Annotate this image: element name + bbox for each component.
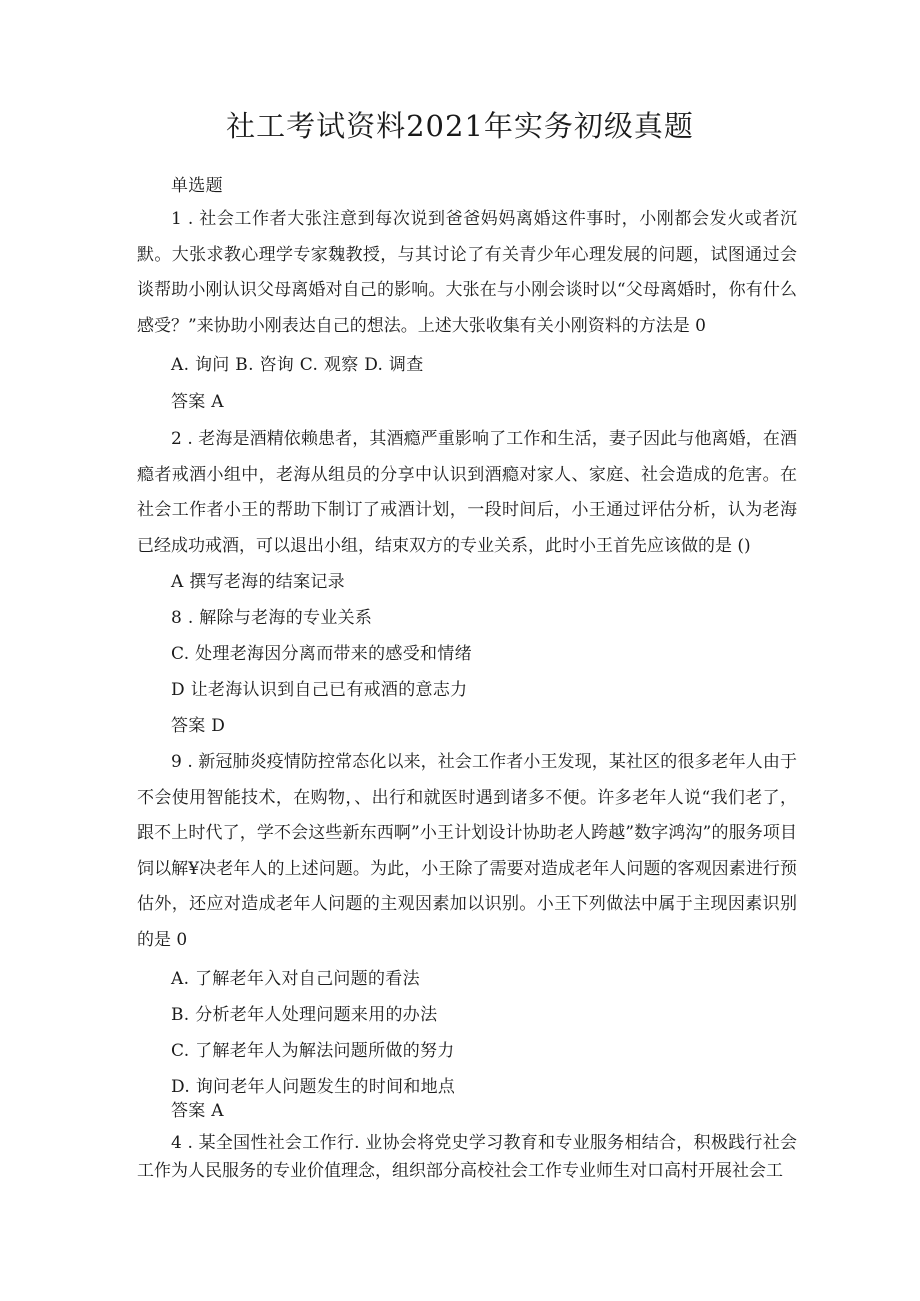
question-1-options: A. 询问 B. 咨询 C. 观察 D. 调查 xyxy=(171,355,424,375)
question-2-option-d: D 让老海认识到自己已有戒酒的意志力 xyxy=(171,680,468,700)
question-3-option-a: A. 了解老年入对自己问题的看法 xyxy=(171,969,420,989)
question-2-option-a: A 撰写老海的结案记录 xyxy=(171,572,345,592)
question-3-option-c: C. 了解老年人为解法问题所做的努力 xyxy=(171,1041,455,1061)
question-4-stem: 4 . 某全国性社会工作行. 业协会将党史学习教育和专业服务相结合，积极践行社会工作为人民服务的专业价值理念，组织部分高校社会工作专业师生对口高村开展社会工 xyxy=(137,1133,797,1181)
question-2-stem: 2 . 老海是酒精依赖患者，其酒瘾严重影响了工作和生活，妻子因此与他离婚，在酒瘾者戒酒小组中，老海从组员的分享中认识到酒瘾对家人、家庭、社会造成的危害。在社会工作者小王的帮助下制订了戒酒计划，一段时间后，小王通过评估分析，认为老海已经成功戒酒，可以退出小组，结束双方的专业关系，此时小王首先应该做的是 () xyxy=(137,429,797,556)
question-1-stem: 1 . 社会工作者大张注意到每次说到爸爸妈妈离婚这件事时，小刚都会发火或者沉默。大张求教心理学专家魏教授，与其讨论了有关青少年心理发展的问题，试图通过会谈帮助小刚认识父母离婚对自己的影响。大张在与小刚会谈时以“父母离婚时，你有什么感受？”来协助小刚表达自己的想法。上述大张收集有关小刚资料的方法是 0 xyxy=(137,209,797,336)
section-label: 单选题 xyxy=(171,176,223,196)
question-3-option-d: D. 询问老年人问题发生的时间和地点 xyxy=(171,1077,456,1097)
question-2-answer: 答案 D xyxy=(171,716,226,736)
question-2-option-b: 8 . 解除与老海的专业关系 xyxy=(171,608,373,628)
question-1-answer: 答案 A xyxy=(171,392,224,412)
question-3-answer: 答案 A xyxy=(171,1101,224,1121)
question-3-option-b: B. 分析老年人处理问题来用的办法 xyxy=(171,1005,438,1025)
question-2-option-c: C. 处理老海因分离而带来的感受和情绪 xyxy=(171,644,472,664)
question-3-stem: 9 . 新冠肺炎疫情防控常态化以来，社会工作者小王发现，某社区的很多老年人由于不会使用智能技术，在购物，、出行和就医时遇到诸多不便。许多老年人说“我们老了，跟不上时代了，学不会这些新东西啊”小王计划设计协助老人跨越”数字鸿沟”的服务项目饲以解¥决老年人的上述问题。为此，小王除了需要对造成老年人问题的客观因素进行预估外，还应对造成老年人问题的主观因素加以识别。小王下列做法中属于主现因素识别的是 0 xyxy=(137,752,797,950)
document-title: 社工考试资料2021年实务初级真题 xyxy=(226,109,694,143)
